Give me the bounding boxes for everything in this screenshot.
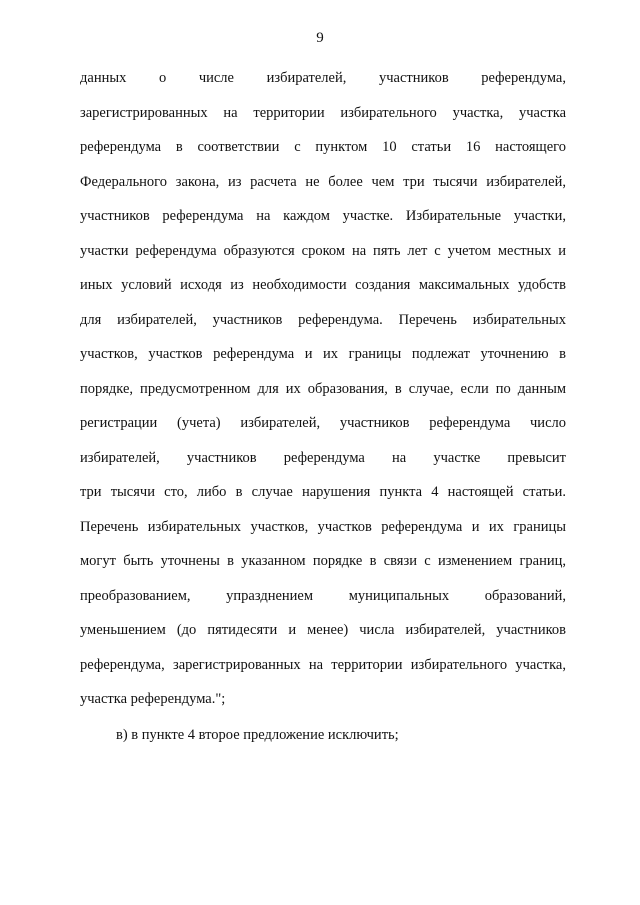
text-line: преобразованием, упразднением муниципальных образований, [80,587,566,604]
text-line: регистрации (учета) избирателей, участников референдума число [80,415,566,431]
text-line: иных условий исходя из необходимости создания максимальных удобств [80,277,566,293]
amendment-item: в) в пункте 4 второе предложение исключить; [116,727,399,743]
text-line: порядке, предусмотренном для их образования, в случае, если по данным [80,380,566,397]
text-line: три тысячи сто, либо в случае нарушения пункта 4 настоящей статьи. [80,484,566,500]
text-line: участников референдума на каждом участке. Избирательные участки, [80,208,566,224]
text-line: данных о числе избирателей, участников референдума, [80,70,566,86]
text-line: могут быть уточнены в указанном порядке в связи с изменением границ, [80,553,566,569]
text-line: избирателей, участников референдума на участке превысит [80,449,566,466]
text-line: для избирателей, участников референдума. Перечень избирательных [80,311,566,328]
text-line: участки референдума образуются сроком на пять лет с учетом местных и [80,242,566,259]
text-line: Перечень избирательных участков, участков референдума и их границы [80,518,566,535]
text-line: участка референдума."; [80,691,226,707]
text-line: референдума, зарегистрированных на территории избирательного участка, [80,656,566,673]
text-line: референдума в соответствии с пунктом 10 статьи 16 настоящего [80,139,566,155]
text-line: уменьшением (до пятидесяти и менее) числа избирателей, участников [80,622,566,638]
text-line: Федерального закона, из расчета не более чем три тысячи избирателей, [80,173,566,190]
main-paragraph [80,68,566,724]
text-line: зарегистрированных на территории избирательного участка, участка [80,104,566,121]
text-line: участков, участков референдума и их границы подлежат уточнению в [80,346,566,362]
page-number: 9 [316,30,324,46]
